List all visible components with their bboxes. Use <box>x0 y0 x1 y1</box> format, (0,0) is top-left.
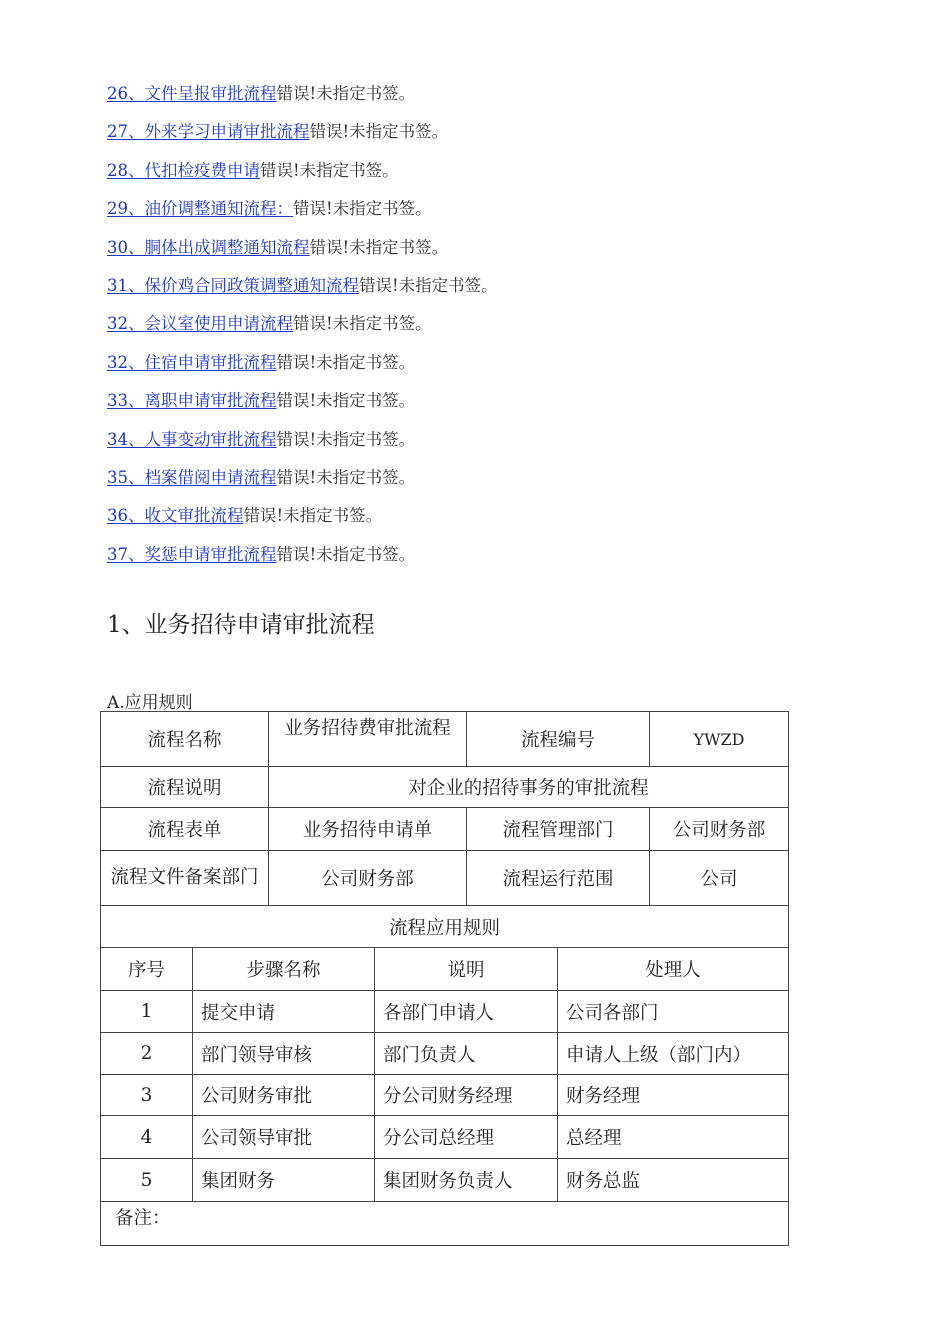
section-title: 1、业务招待申请审批流程 <box>107 612 375 638</box>
step-handler: 总经理 <box>558 1116 789 1159</box>
step-desc: 集团财务负责人 <box>375 1159 558 1202</box>
toc-link[interactable]: 37、奖惩申请审批流程 <box>107 544 277 564</box>
table-of-contents <box>107 80 498 579</box>
table-row <box>101 1159 789 1202</box>
step-no: 5 <box>101 1159 193 1202</box>
process-info-table <box>100 711 789 948</box>
step-no: 2 <box>101 1033 193 1075</box>
toc-entry <box>107 234 498 272</box>
toc-entry <box>107 387 498 425</box>
toc-link[interactable]: 32、会议室使用申请流程 <box>107 314 293 334</box>
column-header-handler: 处理人 <box>558 948 789 991</box>
process-form-value: 业务招待申请单 <box>269 808 467 851</box>
process-scope-label: 流程运行范围 <box>467 851 650 906</box>
step-handler: 财务经理 <box>558 1075 789 1116</box>
toc-error-text: 错误!未指定书签。 <box>309 237 449 257</box>
column-header-desc: 说明 <box>375 948 558 991</box>
process-mgmt-value: 公司财务部 <box>650 808 789 851</box>
toc-link[interactable]: 34、人事变动审批流程 <box>107 429 277 449</box>
step-no: 1 <box>101 991 193 1033</box>
process-desc-label: 流程说明 <box>101 767 269 808</box>
table-row <box>101 1075 789 1116</box>
process-code-value: YWZD <box>650 712 789 767</box>
step-name: 公司领导审批 <box>193 1116 375 1159</box>
column-header-name: 步骤名称 <box>193 948 375 991</box>
process-name-label: 流程名称 <box>101 712 269 767</box>
toc-error-text: 错误!未指定书签。 <box>293 314 432 334</box>
remark-cell: 备注： <box>101 1202 789 1246</box>
toc-error-text: 错误!未指定书签。 <box>309 122 449 142</box>
toc-link[interactable]: 33、离职申请审批流程 <box>107 391 277 411</box>
step-handler: 财务总监 <box>558 1159 789 1202</box>
toc-link[interactable]: 31、保价鸡合同政策调整通知流程 <box>107 275 359 295</box>
step-name: 公司财务审批 <box>193 1075 375 1116</box>
toc-link[interactable]: 32、住宿申请审批流程 <box>107 352 277 372</box>
process-name-value: 业务招待费审批流程 <box>269 712 467 767</box>
process-mgmt-label: 流程管理部门 <box>467 808 650 851</box>
toc-entry <box>107 80 498 118</box>
toc-error-text: 错误!未指定书签。 <box>276 352 416 372</box>
toc-entry <box>107 349 498 387</box>
step-name: 集团财务 <box>193 1159 375 1202</box>
toc-entry <box>107 541 498 579</box>
toc-entry <box>107 195 498 233</box>
step-no: 4 <box>101 1116 193 1159</box>
rules-header: 流程应用规则 <box>101 906 789 948</box>
toc-error-text: 错误!未指定书签。 <box>243 506 383 526</box>
table-row <box>101 1116 789 1159</box>
column-header-no: 序号 <box>101 948 193 991</box>
toc-entry <box>107 272 498 310</box>
table-row <box>101 1033 789 1075</box>
toc-entry <box>107 464 498 502</box>
toc-error-text: 错误!未指定书签。 <box>359 275 498 295</box>
step-desc: 各部门申请人 <box>375 991 558 1033</box>
step-name: 提交申请 <box>193 991 375 1033</box>
toc-entry <box>107 157 498 195</box>
process-file-value: 公司财务部 <box>269 851 467 906</box>
process-code-label: 流程编号 <box>467 712 650 767</box>
toc-link[interactable]: 35、档案借阅申请流程 <box>107 467 277 487</box>
toc-entry <box>107 426 498 464</box>
toc-error-text: 错误!未指定书签。 <box>276 429 416 449</box>
toc-error-text: 错误!未指定书签。 <box>276 467 416 487</box>
toc-link[interactable]: 29、油价调整通知流程： <box>107 199 293 219</box>
toc-error-text: 错误!未指定书签。 <box>276 84 416 103</box>
process-scope-value: 公司 <box>650 851 789 906</box>
toc-entry <box>107 118 498 156</box>
process-file-label: 流程文件备案部门 <box>101 851 269 906</box>
step-name: 部门领导审核 <box>193 1033 375 1075</box>
toc-link[interactable]: 36、收文审批流程 <box>107 506 244 526</box>
toc-error-text: 错误!未指定书签。 <box>276 544 416 564</box>
step-handler: 申请人上级（部门内） <box>558 1033 789 1075</box>
step-desc: 分公司财务经理 <box>375 1075 558 1116</box>
step-no: 3 <box>101 1075 193 1116</box>
subsection-title: A.应用规则 <box>107 693 193 713</box>
toc-link[interactable]: 28、代扣检疫费申请 <box>107 160 260 180</box>
toc-link[interactable]: 26、文件呈报审批流程 <box>107 84 277 103</box>
toc-error-text: 错误!未指定书签。 <box>276 391 416 411</box>
step-handler: 公司各部门 <box>558 991 789 1033</box>
table-row <box>101 991 789 1033</box>
toc-entry <box>107 310 498 348</box>
process-form-label: 流程表单 <box>101 808 269 851</box>
toc-error-text: 错误!未指定书签。 <box>260 160 399 180</box>
toc-entry <box>107 502 498 540</box>
process-desc-value: 对企业的招待事务的审批流程 <box>269 767 789 808</box>
process-steps-table <box>100 947 789 1246</box>
step-desc: 分公司总经理 <box>375 1116 558 1159</box>
toc-link[interactable]: 27、外来学习申请审批流程 <box>107 122 310 142</box>
toc-link[interactable]: 30、胴体出成调整通知流程 <box>107 237 310 257</box>
toc-error-text: 错误!未指定书签。 <box>293 199 432 219</box>
step-desc: 部门负责人 <box>375 1033 558 1075</box>
